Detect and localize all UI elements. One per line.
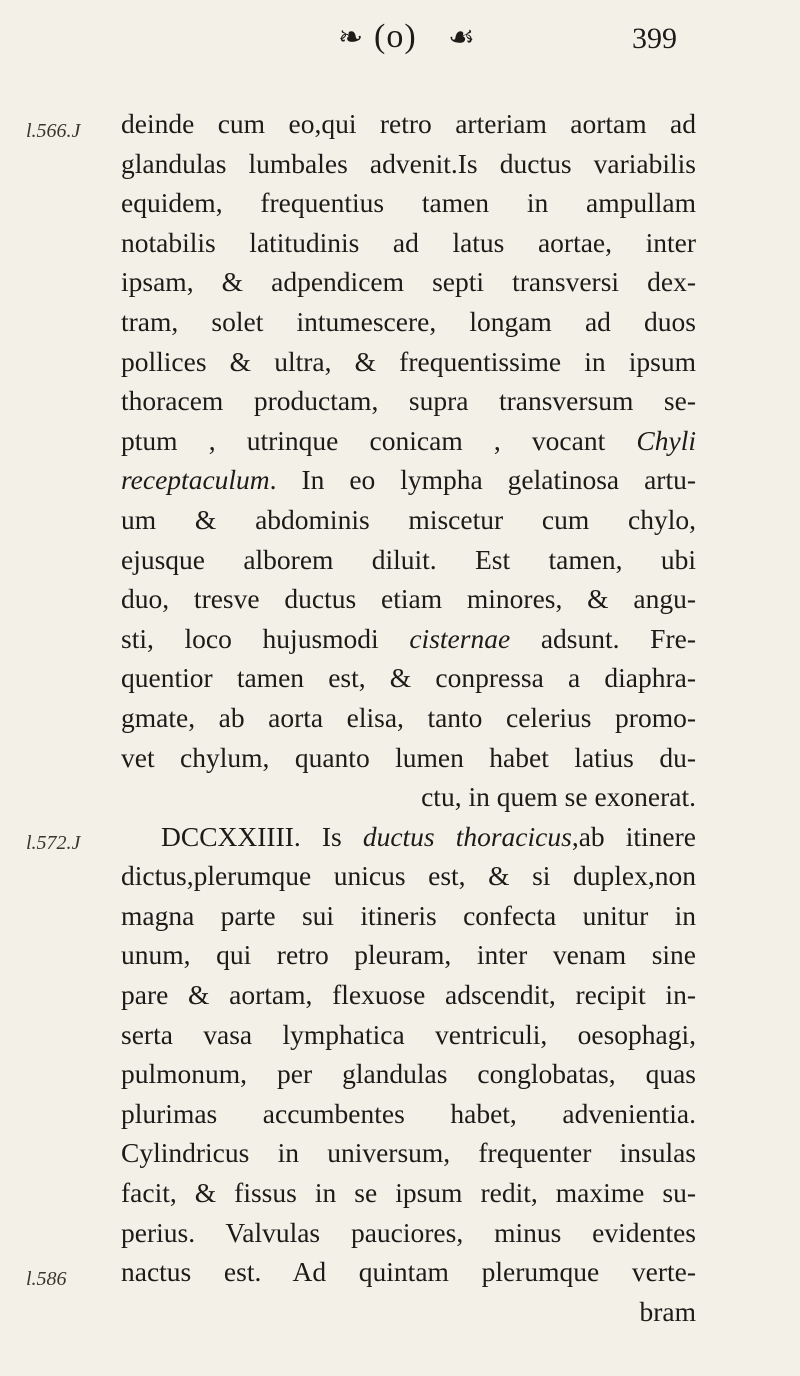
text-line: notabilis latitudinis ad latus aortae, inter [121, 226, 696, 258]
ornament-left-icon: ❧ [338, 21, 364, 54]
text-line: DCCXXIIII. Is ductus thoracicus,ab itinere [161, 820, 696, 852]
text-line: pulmonum, per glandulas conglobatas, quas [121, 1058, 696, 1090]
text-line: sti, loco hujusmodi cisternae adsunt. Fre- [121, 622, 696, 654]
text-line: ptum , utrinque conicam , vocant Chyli [121, 424, 696, 456]
term-ductus-thoracicus: ductus thoracicus [362, 820, 572, 852]
text-line: vet chylum, quanto lumen habet latius du- [121, 741, 696, 773]
text-line: deinde cum eo,qui retro arteriam aortam ad [121, 108, 696, 139]
text-line: bram [639, 1295, 696, 1327]
text-line: perius. Valvulas pauciores, minus evidentes [121, 1216, 696, 1248]
text-line: thoracem productam, supra transversum se- [121, 385, 696, 417]
text-line: glandulas lumbales advenit.Is ductus variabilis [121, 147, 696, 179]
text-line: equidem, frequentius tamen in ampullam [121, 187, 696, 219]
text-line: serta vasa lymphatica ventriculi, oesophagi, [121, 1018, 696, 1050]
text-line: dictus,plerumque unicus est, & si duplex,non [121, 860, 696, 892]
text-line: facit, & fissus in se ipsum redit, maxime su- [121, 1177, 696, 1209]
term-cisternae: cisternae [409, 622, 511, 654]
term-receptaculum: receptaculum [121, 464, 270, 496]
body-text [121, 104, 696, 1331]
text-line: duo, tresve ductus etiam minores, & angu- [121, 583, 696, 615]
text-line: ctu, in quem se exonerat. [421, 781, 696, 813]
text-line: quentior tamen est, & conpressa a diaphra- [121, 662, 696, 694]
text-line: gmate, ab aorta elisa, tanto celerius promo- [121, 701, 696, 733]
text-line: pollices & ultra, & frequentissime in ipsum [121, 345, 696, 377]
term-chyli: Chyli [636, 424, 696, 456]
text-line: magna parte sui itineris confecta unitur in [121, 899, 696, 931]
margin-note: l.586 [26, 1268, 67, 1290]
page-header [0, 16, 800, 76]
text-line: ipsam, & adpendicem septi transversi dex- [121, 266, 696, 298]
text-line: plurimas accumbentes habet, advenientia. [121, 1097, 696, 1129]
signature-mark: (o) [374, 18, 417, 55]
text-line: unum, qui retro pleuram, inter venam sine [121, 939, 696, 971]
text-line: um & abdominis miscetur cum chylo, [121, 503, 696, 535]
margin-note: l.566.J [26, 120, 81, 142]
text-line: Cylindricus in universum, frequenter insulas [121, 1137, 696, 1169]
text-line: tram, solet intumescere, longam ad duos [121, 305, 696, 337]
ornament-right-icon: ☙ [448, 21, 475, 54]
text-line: nactus est. Ad quintam plerumque verte- [121, 1256, 696, 1288]
text-line: pare & aortam, flexuose adscendit, recipit in- [121, 979, 696, 1011]
margin-note: l.572.J [26, 832, 81, 854]
text-line: receptaculum. In eo lympha gelatinosa artu- [121, 464, 696, 496]
text-line: ejusque alborem diluit. Est tamen, ubi [121, 543, 696, 575]
page-number: 399 [632, 22, 677, 55]
